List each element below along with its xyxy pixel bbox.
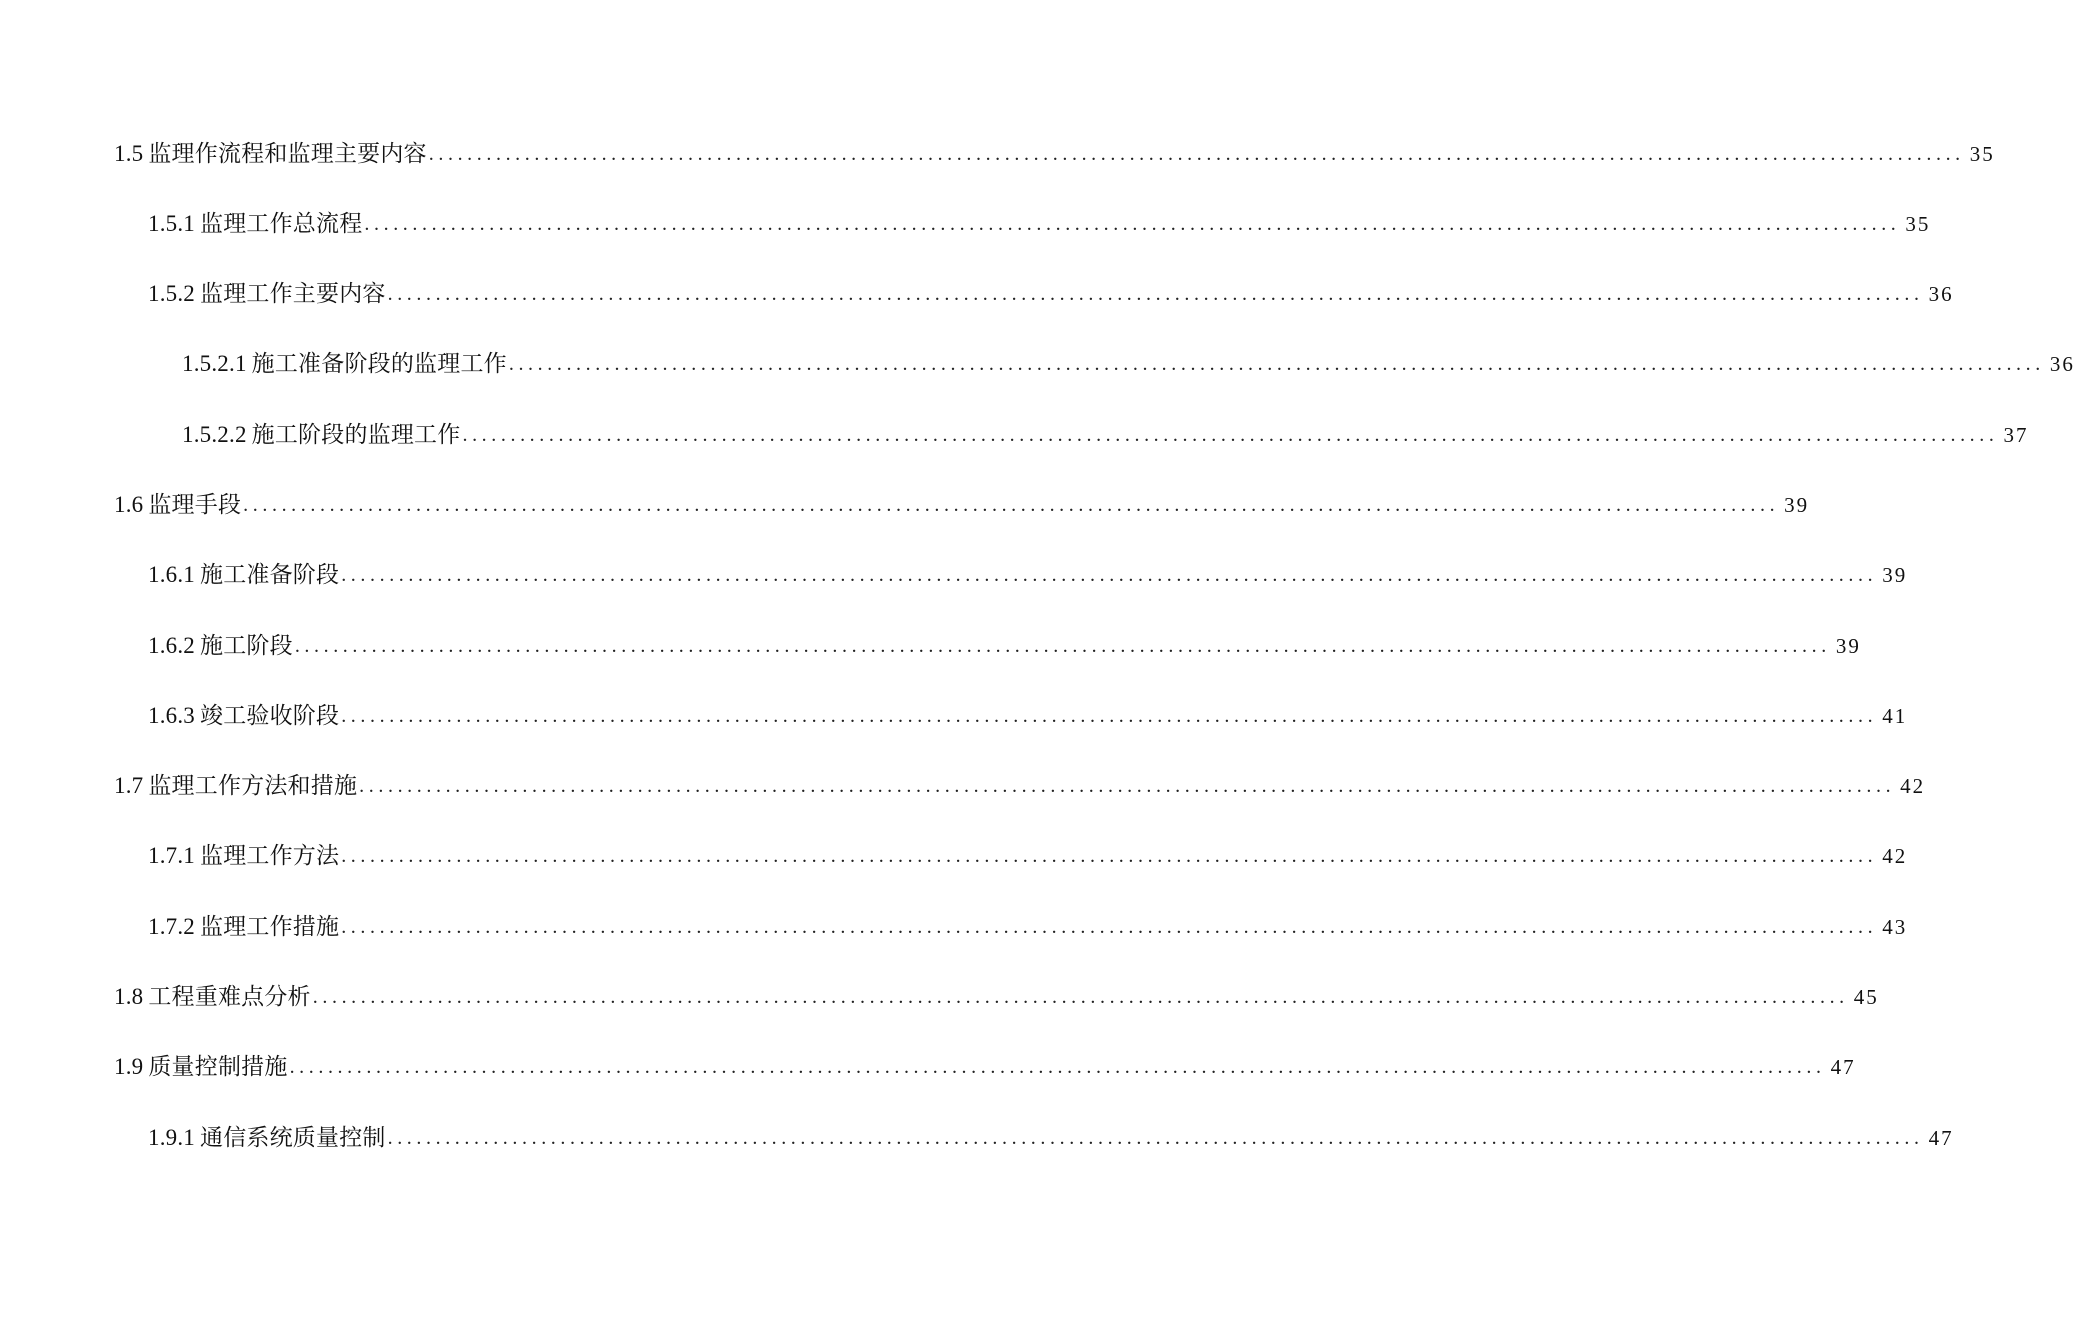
toc-entry-title bbox=[148, 632, 293, 660]
dot-leader: ................................................................................................................................................................ bbox=[387, 283, 1924, 305]
toc-entry-label: 监理工作措施 bbox=[200, 914, 340, 939]
toc-entry-1-6-3[interactable] bbox=[148, 694, 1908, 730]
toc-entry-1-5-2-2[interactable] bbox=[182, 413, 2029, 449]
toc-entry-title bbox=[148, 913, 339, 941]
toc-entry-number: 1.7.1 bbox=[148, 843, 195, 868]
dot-leader: ................................................................................................................................................................ bbox=[359, 775, 1896, 797]
dot-leader: ................................................................................................................................................................ bbox=[508, 353, 2045, 375]
toc-entry-number: 1.5.2 bbox=[148, 281, 195, 306]
toc-entry-title bbox=[114, 983, 311, 1011]
toc-entry-page: 39 bbox=[1835, 634, 1861, 658]
toc-entry-title bbox=[182, 421, 460, 449]
toc-entry-number: 1.6.1 bbox=[148, 562, 195, 587]
toc-entry-page: 43 bbox=[1882, 915, 1908, 939]
dot-leader: ................................................................................................................................................................ bbox=[243, 494, 1780, 516]
toc-entry-label: 通信系统质量控制 bbox=[200, 1125, 386, 1150]
toc-entry-number: 1.7.2 bbox=[148, 914, 195, 939]
dot-leader: ................................................................................................................................................................ bbox=[462, 424, 1999, 446]
toc-entry-page: 37 bbox=[2003, 423, 2029, 447]
toc-entry-1-7[interactable] bbox=[114, 764, 1926, 800]
toc-entry-page: 35 bbox=[1969, 142, 1995, 166]
toc-entry-number: 1.6.2 bbox=[148, 633, 195, 658]
dot-leader: ................................................................................................................................................................ bbox=[341, 564, 1878, 586]
toc-entry-page: 45 bbox=[1853, 985, 1879, 1009]
toc-entry-label: 施工阶段的监理工作 bbox=[251, 422, 461, 447]
toc-entry-label: 工程重难点分析 bbox=[148, 984, 311, 1009]
toc-entry-label: 监理工作总流程 bbox=[200, 211, 363, 236]
dot-leader: ................................................................................................................................................................ bbox=[341, 916, 1878, 938]
toc-entry-1-7-2[interactable] bbox=[148, 905, 1908, 941]
toc-entry-number: 1.6 bbox=[114, 492, 144, 517]
toc-entry-page: 41 bbox=[1882, 704, 1908, 728]
toc-entry-number: 1.5.1 bbox=[148, 211, 195, 236]
toc-entry-title bbox=[148, 280, 386, 308]
toc-entry-number: 1.5.2.1 bbox=[182, 351, 247, 376]
toc-entry-page: 36 bbox=[1928, 282, 1954, 306]
toc-entry-label: 质量控制措施 bbox=[148, 1054, 288, 1079]
toc-entry-page: 47 bbox=[1830, 1055, 1856, 1079]
toc-entry-label: 施工准备阶段的监理工作 bbox=[251, 351, 507, 376]
toc-entry-label: 监理工作方法和措施 bbox=[148, 773, 358, 798]
toc-entry-1-6[interactable] bbox=[114, 483, 1810, 519]
toc-entry-1-7-1[interactable] bbox=[148, 834, 1908, 870]
toc-entry-number: 1.5 bbox=[114, 141, 144, 166]
toc-entry-1-6-2[interactable] bbox=[148, 624, 1861, 660]
dot-leader: ................................................................................................................................................................ bbox=[364, 213, 1901, 235]
toc-entry-title bbox=[114, 772, 357, 800]
dot-leader: ................................................................................................................................................................ bbox=[428, 143, 1965, 165]
toc-entry-title bbox=[148, 210, 362, 238]
toc-entry-number: 1.5.2.2 bbox=[182, 422, 247, 447]
toc-entry-1-5-2[interactable] bbox=[148, 272, 1954, 308]
toc-entry-number: 1.7 bbox=[114, 773, 144, 798]
dot-leader: ................................................................................................................................................................ bbox=[387, 1127, 1924, 1149]
toc-entry-1-9[interactable] bbox=[114, 1045, 1856, 1081]
toc-entry-page: 36 bbox=[2049, 352, 2075, 376]
toc-entry-number: 1.6.3 bbox=[148, 703, 195, 728]
toc-entry-page: 39 bbox=[1882, 563, 1908, 587]
toc-entry-title bbox=[148, 702, 339, 730]
toc-entry-label: 监理工作主要内容 bbox=[200, 281, 386, 306]
toc-entry-number: 1.9 bbox=[114, 1054, 144, 1079]
toc-entry-title bbox=[148, 561, 339, 589]
toc-entry-title bbox=[148, 1124, 386, 1152]
toc-entry-title bbox=[182, 350, 507, 378]
toc-entry-label: 竣工验收阶段 bbox=[200, 703, 340, 728]
toc-entry-label: 监理手段 bbox=[148, 492, 242, 517]
toc-entry-page: 47 bbox=[1928, 1126, 1954, 1150]
toc-entry-label: 施工阶段 bbox=[200, 633, 293, 658]
toc-entry-1-9-1[interactable] bbox=[148, 1116, 1954, 1152]
toc-entry-label: 监理工作方法 bbox=[200, 843, 340, 868]
toc-entry-number: 1.8 bbox=[114, 984, 144, 1009]
toc-entry-1-6-1[interactable] bbox=[148, 553, 1908, 589]
toc-entry-page: 39 bbox=[1784, 493, 1810, 517]
dot-leader: ................................................................................................................................................................ bbox=[289, 1056, 1826, 1078]
toc-entry-title bbox=[114, 1053, 288, 1081]
toc-entry-1-5-2-1[interactable] bbox=[182, 342, 2075, 378]
dot-leader: ................................................................................................................................................................ bbox=[294, 635, 1831, 657]
toc-entry-title bbox=[114, 491, 241, 519]
toc-entry-1-5[interactable] bbox=[114, 132, 1995, 168]
dot-leader: ................................................................................................................................................................ bbox=[341, 705, 1878, 727]
toc-entry-title bbox=[148, 842, 339, 870]
dot-leader: ................................................................................................................................................................ bbox=[341, 845, 1878, 867]
dot-leader: ................................................................................................................................................................ bbox=[312, 986, 1849, 1008]
toc-entry-label: 监理作流程和监理主要内容 bbox=[148, 141, 427, 166]
toc-entry-title bbox=[114, 140, 427, 168]
toc-entry-number: 1.9.1 bbox=[148, 1125, 195, 1150]
toc-entry-page: 42 bbox=[1882, 844, 1908, 868]
toc-entry-1-5-1[interactable] bbox=[148, 202, 1931, 238]
toc-entry-1-8[interactable] bbox=[114, 975, 1879, 1011]
toc-entry-page: 42 bbox=[1900, 774, 1926, 798]
toc-entry-label: 施工准备阶段 bbox=[200, 562, 340, 587]
toc-entry-page: 35 bbox=[1905, 212, 1931, 236]
